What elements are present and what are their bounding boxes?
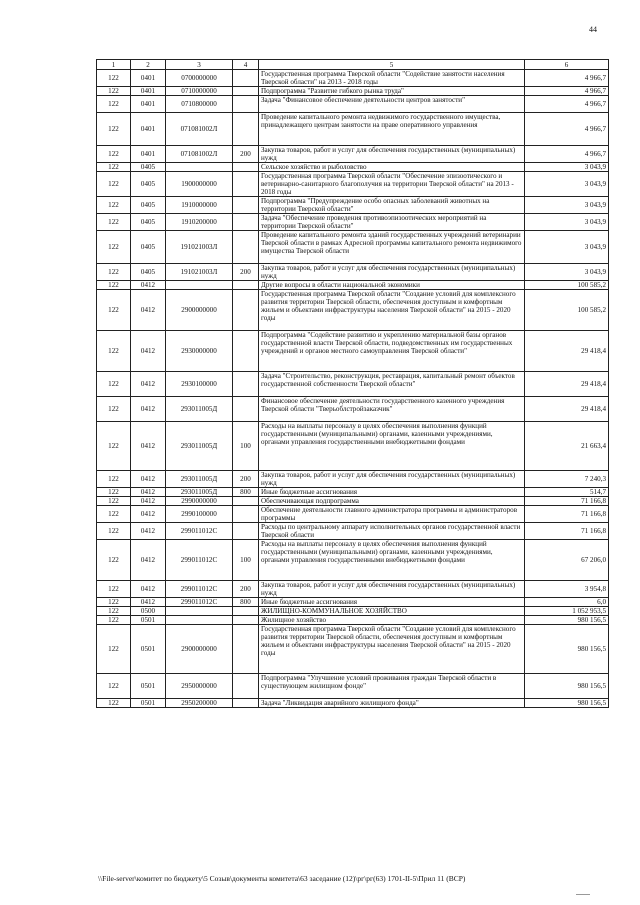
cell-admin-code: 122 [97, 523, 131, 540]
cell-description: Иные бюджетные ассигнования [259, 598, 525, 607]
cell-target-code: 299011012С [166, 581, 233, 598]
cell-target-code: 2900000000 [166, 625, 233, 674]
crop-mark [576, 894, 590, 895]
cell-description: Задача "Финансовое обеспечение деятельности центров занятости" [259, 96, 525, 113]
cell-target-code: 071081002Л [166, 113, 233, 146]
cell-description: Государственная программа Тверской области "Обеспечение эпизоотического и ветеринарно-санитарного благополучия на территории Тверской области" на 2013 - 2018 годы [259, 172, 525, 197]
cell-section-code: 0412 [131, 497, 166, 506]
cell-section-code: 0412 [131, 488, 166, 497]
header-col-2: 2 [131, 60, 166, 70]
cell-amount: 514,7 [525, 488, 609, 497]
cell-amount: 3 043,9 [525, 163, 609, 172]
cell-target-code: 1900000000 [166, 172, 233, 197]
cell-amount: 4 966,7 [525, 70, 609, 87]
cell-admin-code: 122 [97, 699, 131, 708]
cell-section-code: 0405 [131, 231, 166, 264]
cell-expense-type [233, 172, 259, 197]
cell-admin-code: 122 [97, 146, 131, 163]
cell-admin-code: 122 [97, 471, 131, 488]
cell-description: Проведение капитального ремонта недвижимого государственного имущества, принадлежащего центрам занятости на праве оперативного управления [259, 113, 525, 146]
table-row [97, 96, 609, 113]
table-row [97, 113, 609, 146]
cell-amount: 1 052 953,5 [525, 607, 609, 616]
cell-admin-code: 122 [97, 397, 131, 422]
cell-section-code: 0405 [131, 172, 166, 197]
cell-description: Обеспечивающая подпрограмма [259, 497, 525, 506]
table-row [97, 197, 609, 214]
cell-description: Другие вопросы в области национальной экономики [259, 281, 525, 290]
cell-section-code: 0501 [131, 699, 166, 708]
cell-admin-code: 122 [97, 113, 131, 146]
table-row [97, 264, 609, 281]
cell-expense-type [233, 674, 259, 699]
cell-description: Расходы на выплаты персоналу в целях обеспечения выполнения функций государственными (муниципальными) органами, казенными учреждениями, органами управления государственными внебюджетными фондами [259, 540, 525, 581]
cell-description: Проведение капитального ремонта зданий государственных учреждений ветеринарии Тверской области в рамках Адресной программы капитального ремонта недвижимого имущества Тверской области [259, 231, 525, 264]
cell-amount: 980 156,5 [525, 674, 609, 699]
cell-description: Закупка товаров, работ и услуг для обеспечения государственных (муниципальных) нужд [259, 581, 525, 598]
cell-target-code: 293011005Д [166, 422, 233, 471]
cell-target-code [166, 607, 233, 616]
cell-amount: 3 043,9 [525, 172, 609, 197]
table-row [97, 146, 609, 163]
table-row [97, 581, 609, 598]
cell-expense-type: 200 [233, 146, 259, 163]
cell-description: Сельское хозяйство и рыболовство [259, 163, 525, 172]
cell-expense-type: 200 [233, 471, 259, 488]
cell-target-code: 1910200000 [166, 214, 233, 231]
cell-target-code: 191021003Л [166, 264, 233, 281]
cell-amount: 29 418,4 [525, 331, 609, 372]
cell-expense-type [233, 607, 259, 616]
cell-description: Финансовое обеспечение деятельности государственного казенного учреждения Тверской области "Тверьоблстройзаказчик" [259, 397, 525, 422]
cell-expense-type [233, 497, 259, 506]
table-row [97, 290, 609, 331]
cell-description: Государственная программа Тверской области "Создание условий для комплексного развития территории Тверской области, обеспечения доступным и комфортным жильем и объектами инфраструктуры населения Тверской области" на 2015 - 2020 годы [259, 625, 525, 674]
table-row [97, 70, 609, 87]
table-row [97, 397, 609, 422]
cell-section-code: 0412 [131, 581, 166, 598]
cell-description: Расходы на выплаты персоналу в целях обеспечения выполнения функций государственными (муниципальными) органами, казенными учреждениями, органами управления государственными внебюджетными фондами [259, 422, 525, 471]
table-row [97, 699, 609, 708]
cell-section-code: 0412 [131, 506, 166, 523]
page-number: 44 [589, 25, 597, 34]
cell-admin-code: 122 [97, 331, 131, 372]
cell-description: Задача "Строительство, реконструкция, реставрация, капитальный ремонт объектов государственной собственности Тверской области" [259, 372, 525, 397]
table-row [97, 540, 609, 581]
cell-expense-type: 200 [233, 581, 259, 598]
cell-description: Задача "Ликвидация аварийного жилищного фонда" [259, 699, 525, 708]
cell-expense-type [233, 625, 259, 674]
cell-expense-type [233, 96, 259, 113]
cell-description: ЖИЛИЩНО-КОММУНАЛЬНОЕ ХОЗЯЙСТВО [259, 607, 525, 616]
cell-amount: 3 043,9 [525, 264, 609, 281]
cell-section-code: 0405 [131, 214, 166, 231]
cell-expense-type: 800 [233, 598, 259, 607]
cell-target-code: 2900000000 [166, 290, 233, 331]
cell-admin-code: 122 [97, 163, 131, 172]
cell-admin-code: 122 [97, 87, 131, 96]
cell-target-code: 2950200000 [166, 699, 233, 708]
table-row [97, 231, 609, 264]
cell-admin-code: 122 [97, 488, 131, 497]
cell-amount: 29 418,4 [525, 397, 609, 422]
cell-amount: 71 166,8 [525, 497, 609, 506]
table-header-row [97, 60, 609, 70]
table-row [97, 163, 609, 172]
cell-description: Государственная программа Тверской области "Содействие занятости населения Тверской области" на 2013 - 2018 годы [259, 70, 525, 87]
cell-expense-type [233, 290, 259, 331]
cell-description: Подпрограмма "Содействие развитию и укреплению материальной базы органов государственной власти Тверской области, подведомственных им государственных учреждений и органов местного самоуправления Тверской области" [259, 331, 525, 372]
cell-amount: 4 966,7 [525, 96, 609, 113]
cell-target-code: 2990100000 [166, 506, 233, 523]
table-body [97, 70, 609, 708]
cell-target-code [166, 616, 233, 625]
cell-admin-code: 122 [97, 598, 131, 607]
cell-section-code: 0401 [131, 146, 166, 163]
cell-admin-code: 122 [97, 172, 131, 197]
cell-expense-type [233, 506, 259, 523]
cell-expense-type [233, 214, 259, 231]
header-col-6: 6 [525, 60, 609, 70]
cell-expense-type [233, 616, 259, 625]
cell-section-code: 0412 [131, 598, 166, 607]
cell-section-code: 0412 [131, 290, 166, 331]
cell-amount: 29 418,4 [525, 372, 609, 397]
cell-amount: 6,0 [525, 598, 609, 607]
cell-admin-code: 122 [97, 214, 131, 231]
cell-admin-code: 122 [97, 70, 131, 87]
cell-amount: 3 954,8 [525, 581, 609, 598]
table-row [97, 598, 609, 607]
cell-description: Государственная программа Тверской области "Создание условий для комплексного развития территории Тверской области, обеспечения доступным и комфортным жильем и объектами инфраструктуры населения Тверской области" на 2015 - 2020 годы [259, 290, 525, 331]
cell-section-code: 0500 [131, 607, 166, 616]
cell-expense-type: 100 [233, 422, 259, 471]
cell-admin-code: 122 [97, 422, 131, 471]
table-row [97, 674, 609, 699]
cell-expense-type [233, 70, 259, 87]
budget-table [96, 59, 609, 708]
cell-section-code: 0412 [131, 422, 166, 471]
cell-amount: 3 043,9 [525, 231, 609, 264]
cell-amount: 3 043,9 [525, 197, 609, 214]
cell-target-code [166, 163, 233, 172]
cell-target-code: 2930000000 [166, 331, 233, 372]
header-col-1: 1 [97, 60, 131, 70]
cell-admin-code: 122 [97, 281, 131, 290]
cell-description: Подпрограмма "Развитие гибкого рынка труда" [259, 87, 525, 96]
cell-amount: 980 156,5 [525, 616, 609, 625]
cell-target-code: 2930100000 [166, 372, 233, 397]
cell-target-code: 2950000000 [166, 674, 233, 699]
cell-expense-type [233, 163, 259, 172]
cell-admin-code: 122 [97, 625, 131, 674]
table-row [97, 331, 609, 372]
table-row [97, 281, 609, 290]
table-row [97, 471, 609, 488]
cell-admin-code: 122 [97, 197, 131, 214]
cell-expense-type [233, 699, 259, 708]
cell-target-code: 299011012С [166, 598, 233, 607]
cell-target-code: 0710800000 [166, 96, 233, 113]
cell-target-code: 299011012С [166, 523, 233, 540]
cell-section-code: 0501 [131, 625, 166, 674]
cell-description: Подпрограмма "Предупреждение особо опасных заболеваний животных на территории Тверской области" [259, 197, 525, 214]
cell-expense-type [233, 87, 259, 96]
table-row [97, 607, 609, 616]
cell-admin-code: 122 [97, 264, 131, 281]
cell-admin-code: 122 [97, 607, 131, 616]
cell-admin-code: 122 [97, 506, 131, 523]
table-row [97, 506, 609, 523]
cell-expense-type [233, 281, 259, 290]
cell-amount: 980 156,5 [525, 699, 609, 708]
cell-target-code: 293011005Д [166, 471, 233, 488]
cell-expense-type: 800 [233, 488, 259, 497]
cell-amount: 71 166,8 [525, 506, 609, 523]
cell-target-code: 299011012С [166, 540, 233, 581]
cell-section-code: 0412 [131, 397, 166, 422]
cell-description: Закупка товаров, работ и услуг для обеспечения государственных (муниципальных) нужд [259, 146, 525, 163]
cell-section-code: 0405 [131, 264, 166, 281]
cell-description: Расходы по центральному аппарату исполнительных органов государственной власти Тверской области [259, 523, 525, 540]
table-row [97, 616, 609, 625]
cell-amount: 100 585,2 [525, 290, 609, 331]
cell-amount: 21 663,4 [525, 422, 609, 471]
cell-admin-code: 122 [97, 372, 131, 397]
cell-expense-type [233, 397, 259, 422]
table-row [97, 372, 609, 397]
table-row [97, 523, 609, 540]
cell-amount: 4 966,7 [525, 87, 609, 96]
cell-expense-type: 200 [233, 264, 259, 281]
cell-section-code: 0401 [131, 113, 166, 146]
table-row [97, 625, 609, 674]
cell-expense-type [233, 372, 259, 397]
header-col-4: 4 [233, 60, 259, 70]
cell-admin-code: 122 [97, 290, 131, 331]
cell-section-code: 0401 [131, 87, 166, 96]
table-row [97, 87, 609, 96]
cell-expense-type [233, 197, 259, 214]
cell-section-code: 0412 [131, 331, 166, 372]
cell-section-code: 0405 [131, 163, 166, 172]
cell-amount: 980 156,5 [525, 625, 609, 674]
table-row [97, 488, 609, 497]
cell-amount: 71 166,8 [525, 523, 609, 540]
cell-section-code: 0412 [131, 372, 166, 397]
cell-description: Обеспечение деятельности главного администратора программы и администраторов программы [259, 506, 525, 523]
cell-description: Жилищное хозяйство [259, 616, 525, 625]
cell-description: Закупка товаров, работ и услуг для обеспечения государственных (муниципальных) нужд [259, 264, 525, 281]
cell-amount: 7 240,3 [525, 471, 609, 488]
cell-amount: 67 206,0 [525, 540, 609, 581]
cell-admin-code: 122 [97, 96, 131, 113]
cell-section-code: 0412 [131, 281, 166, 290]
cell-section-code: 0405 [131, 197, 166, 214]
cell-admin-code: 122 [97, 616, 131, 625]
cell-expense-type: 100 [233, 540, 259, 581]
cell-target-code: 293011005Д [166, 488, 233, 497]
cell-admin-code: 122 [97, 540, 131, 581]
cell-target-code: 071081002Л [166, 146, 233, 163]
cell-expense-type [233, 331, 259, 372]
header-col-5: 5 [259, 60, 525, 70]
table-row [97, 497, 609, 506]
cell-target-code: 1910000000 [166, 197, 233, 214]
cell-amount: 4 966,7 [525, 146, 609, 163]
table-row [97, 172, 609, 197]
cell-description: Подпрограмма "Улучшение условий проживания граждан Тверской области в существующем жилищном фонде" [259, 674, 525, 699]
cell-admin-code: 122 [97, 581, 131, 598]
cell-expense-type [233, 523, 259, 540]
header-col-3: 3 [166, 60, 233, 70]
cell-section-code: 0501 [131, 674, 166, 699]
cell-section-code: 0412 [131, 540, 166, 581]
cell-section-code: 0412 [131, 471, 166, 488]
cell-expense-type [233, 113, 259, 146]
cell-section-code: 0412 [131, 523, 166, 540]
cell-admin-code: 122 [97, 231, 131, 264]
cell-target-code: 2990000000 [166, 497, 233, 506]
cell-expense-type [233, 231, 259, 264]
cell-section-code: 0401 [131, 70, 166, 87]
cell-admin-code: 122 [97, 674, 131, 699]
table-row [97, 214, 609, 231]
cell-description: Иные бюджетные ассигнования [259, 488, 525, 497]
file-path-footer: \\File-server\комитет по бюджету\5 Созыв\документы комитета\63 заседание (12)\рг\рг(63) 1701-II-5\Прил 11 (ВСР) [98, 874, 466, 883]
cell-admin-code: 122 [97, 497, 131, 506]
cell-target-code [166, 281, 233, 290]
cell-section-code: 0401 [131, 96, 166, 113]
cell-amount: 4 966,7 [525, 113, 609, 146]
cell-target-code: 191021003Л [166, 231, 233, 264]
cell-target-code: 293011005Д [166, 397, 233, 422]
cell-description: Задача "Обеспечение проведения противоэпизоотических мероприятий на территории Тверской области" [259, 214, 525, 231]
cell-section-code: 0501 [131, 616, 166, 625]
cell-target-code: 0710000000 [166, 87, 233, 96]
table-row [97, 422, 609, 471]
cell-description: Закупка товаров, работ и услуг для обеспечения государственных (муниципальных) нужд [259, 471, 525, 488]
cell-amount: 100 585,2 [525, 281, 609, 290]
cell-amount: 3 043,9 [525, 214, 609, 231]
cell-target-code: 0700000000 [166, 70, 233, 87]
